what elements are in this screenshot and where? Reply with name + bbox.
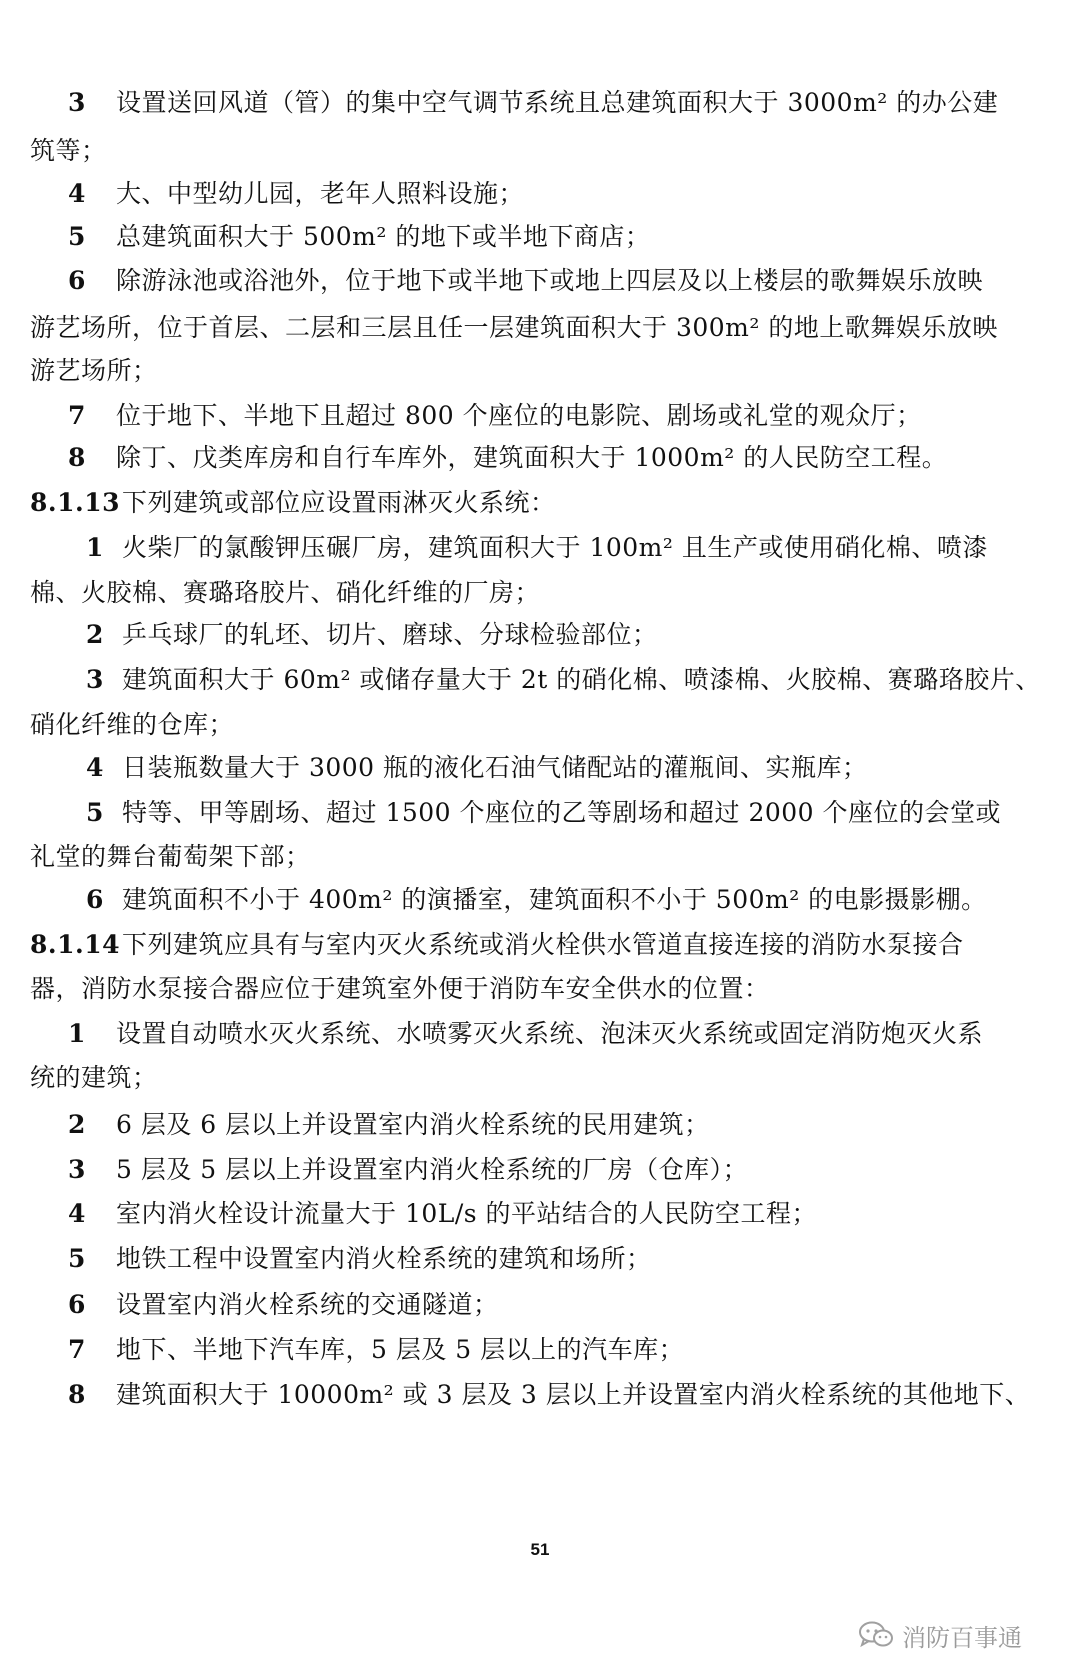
item-number: 7	[68, 401, 86, 430]
item-text: 大、中型幼儿园，老年人照料设施；	[116, 179, 525, 208]
item-text: 火柴厂的氯酸钾压碾厂房，建筑面积大于 100m² 且生产或使用硝化棉、喷漆	[122, 533, 988, 562]
item-text: 乒乓球厂的轧坯、切片、磨球、分球检验部位；	[122, 620, 658, 649]
item-number: 3	[68, 88, 86, 117]
item-number: 6	[68, 266, 86, 295]
item-number: 8	[68, 1380, 86, 1409]
item-number: 6	[86, 885, 104, 914]
item-text: 礼堂的舞台葡萄架下部；	[30, 842, 311, 871]
clause-text: 器，消防水泵接合器应位于建筑室外便于消防车安全供水的位置：	[30, 974, 770, 1003]
item-text: 除丁、戊类库房和自行车库外，建筑面积大于 1000m² 的人民防空工程。	[116, 443, 948, 472]
item-text: 筑等；	[30, 136, 107, 165]
item-text: 地下、半地下汽车库，5 层及 5 层以上的汽车库；	[116, 1335, 685, 1364]
item-number: 7	[68, 1335, 86, 1364]
item-number: 5	[68, 1244, 86, 1273]
item-text: 游艺场所，位于首层、二层和三层且任一层建筑面积大于 300m² 的地上歌舞娱乐放映	[30, 313, 998, 342]
item-text: 硝化纤维的仓库；	[30, 710, 235, 739]
item-text: 6 层及 6 层以上并设置室内消火栓系统的民用建筑；	[116, 1110, 710, 1139]
item-text: 棉、火胶棉、赛璐珞胶片、硝化纤维的厂房；	[30, 578, 541, 607]
clause-text: 下列建筑或部位应设置雨淋灭火系统：	[122, 488, 556, 517]
item-number: 3	[68, 1155, 86, 1184]
clause-number: 8.1.14	[30, 930, 120, 959]
item-text: 设置室内消火栓系统的交通隧道；	[116, 1290, 499, 1319]
watermark	[858, 1617, 1022, 1653]
item-text: 游艺场所；	[30, 356, 158, 385]
page-number: 51	[530, 1540, 550, 1559]
item-text: 建筑面积大于 10000m² 或 3 层及 3 层以上并设置室内消火栓系统的其他地下、	[116, 1380, 1031, 1409]
item-number: 2	[86, 620, 104, 649]
item-text: 统的建筑；	[30, 1063, 158, 1092]
item-text: 位于地下、半地下且超过 800 个座位的电影院、剧场或礼堂的观众厅；	[116, 401, 922, 430]
item-number: 2	[68, 1110, 86, 1139]
item-text: 设置自动喷水灭火系统、水喷雾灭火系统、泡沫灭火系统或固定消防炮灭火系	[116, 1019, 984, 1048]
item-number: 3	[86, 665, 104, 694]
clause-number: 8.1.13	[30, 488, 120, 517]
item-text: 建筑面积不小于 400m² 的演播室，建筑面积不小于 500m² 的电影摄影棚。	[122, 885, 987, 914]
item-text: 日装瓶数量大于 3000 瓶的液化石油气储配站的灌瓶间、实瓶库；	[122, 753, 868, 782]
item-number: 5	[68, 222, 86, 251]
item-number: 4	[68, 179, 86, 208]
item-text: 除游泳池或浴池外，位于地下或半地下或地上四层及以上楼层的歌舞娱乐放映	[116, 266, 984, 295]
item-number: 5	[86, 798, 104, 827]
item-number: 4	[68, 1199, 86, 1228]
item-number: 1	[68, 1019, 86, 1048]
item-number: 8	[68, 443, 86, 472]
item-number: 4	[86, 753, 104, 782]
clause-text: 下列建筑应具有与室内灭火系统或消火栓供水管道直接连接的消防水泵接合	[122, 930, 964, 959]
item-text: 总建筑面积大于 500m² 的地下或半地下商店；	[116, 222, 651, 251]
item-number: 1	[86, 533, 104, 562]
item-text: 特等、甲等剧场、超过 1500 个座位的乙等剧场和超过 2000 个座位的会堂或	[122, 798, 1002, 827]
item-text: 室内消火栓设计流量大于 10L/s 的平站结合的人民防空工程；	[116, 1199, 818, 1228]
item-text: 设置送回风道（管）的集中空气调节系统且总建筑面积大于 3000m² 的办公建	[116, 88, 999, 117]
item-text: 建筑面积大于 60m² 或储存量大于 2t 的硝化棉、喷漆棉、火胶棉、赛璐珞胶片、	[122, 665, 1041, 694]
item-text: 5 层及 5 层以上并设置室内消火栓系统的厂房（仓库）；	[116, 1155, 749, 1184]
item-number: 6	[68, 1290, 86, 1319]
item-text: 地铁工程中设置室内消火栓系统的建筑和场所；	[116, 1244, 652, 1273]
wechat-icon	[858, 1620, 894, 1650]
watermark-text: 消防百事通	[902, 1623, 1022, 1652]
